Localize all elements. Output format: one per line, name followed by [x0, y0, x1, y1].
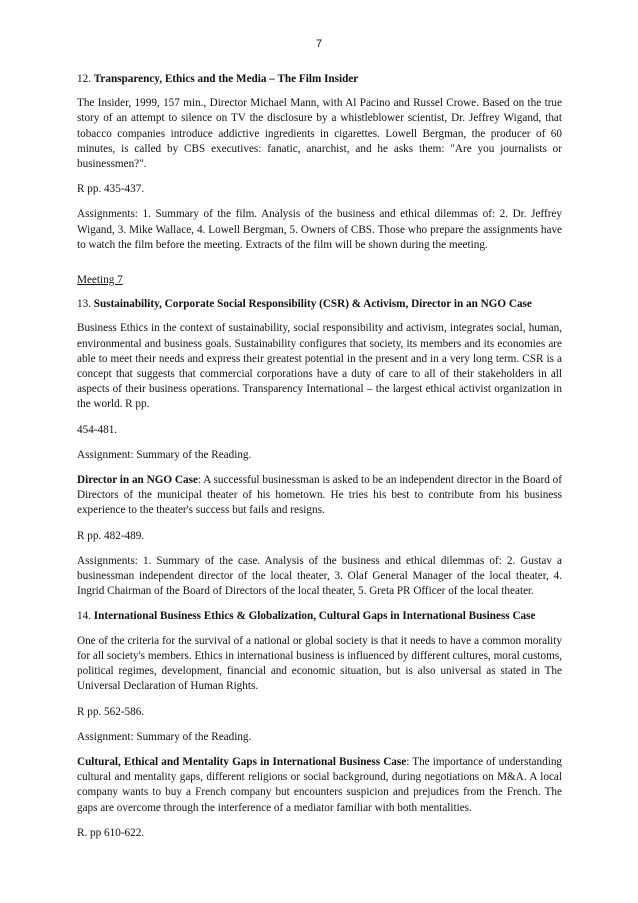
- section-14-title: International Business Ethics & Globalization, Cultural Gaps in International Business Case: [93, 610, 536, 623]
- meeting-7-heading: [77, 273, 562, 288]
- section-14-number: 14.: [77, 610, 94, 623]
- section-12-title: Transparency, Ethics and the Media – The Film Insider: [93, 73, 359, 85]
- section-13-case-body: : A successful businessman is asked to be an independent director in the Board of Directors of the municipal theater of his hometown. He tries his best to contribute from his business experience to the theater's success but fails and resigns.: [77, 474, 562, 517]
- section-14-reference: R pp. 562-586.: [77, 705, 145, 718]
- section-12-assignments: Assignments: 1. Summary of the film. Analysis of the business and ethical dilemmas of: 2. Dr. Jeffrey Wigand, 3. Mike Wallace, 4. Lowell Bergman, 5. Owners of CBS. Those who prepare the assignments have to watch the film before the meeting. Extracts of the film will be shown during the meeting.: [77, 208, 562, 251]
- meeting-7-label: Meeting 7: [77, 274, 123, 287]
- section-13-pages: 454-481.: [77, 423, 118, 436]
- page-content: [77, 72, 562, 851]
- section-13-case-title: Director in an NGO Case: [77, 474, 198, 487]
- section-13-assignment: Assignment: Summary of the Reading.: [77, 448, 252, 461]
- section-12-body: The Insider, 1999, 157 min., Director Michael Mann, with Al Pacino and Russel Crowe. Based on the true story of an attempt to silence on TV the disclosure by a whistleblower scientist, Dr. Jeffrey Wigand, that tobacco companies introduce addictive ingredients in cigarettes. Lowell Bergman, the producer of 60 minutes, is called by CBS executives: fanatic, anarchist, and he asks them: "Are you journalists or businessmen?".: [77, 97, 562, 171]
- section-14-assignment: Assignment: Summary of the Reading.: [77, 730, 252, 743]
- section-14-case: [77, 755, 562, 816]
- section-13-case: [77, 473, 562, 519]
- section-13-body: Business Ethics in the context of sustainability, social responsibility and activism, integrates social, human, environmental and business goals. Sustainability configures that society, its members and its economies are able to meet their needs and express their greatest potential in the present and in a very long term. CSR is a concept that suggests that commercial corporations have a duty of care to all of their stakeholders in all aspects of their business operations. Transparency International – the largest ethical activist organization in the world. R pp.: [77, 322, 562, 411]
- section-14-case-reference: R. pp 610-622.: [77, 826, 145, 839]
- section-13-title: Sustainability, Corporate Social Responsibility (CSR) & Activism, Director in an NGO Case: [93, 298, 532, 311]
- section-14-case-title: Cultural, Ethical and Mentality Gaps in International Business Case: [77, 755, 407, 768]
- section-14-body: One of the criteria for the survival of a national or global society is that it needs to have a common morality for all society's members. Ethics in international business is influenced by different cultures, moral customs, political regimes, development, financial and economic situation, but is also universal as stated in The Universal Declaration of Human Rights.: [77, 634, 562, 693]
- section-13-case-assignments: Assignments: 1. Summary of the case. Analysis of the business and ethical dilemmas of: 2. Gustav a businessman independent director of the local theater, 3. Olaf General Manager of the local theater, 4. Ingrid Chairman of the Board of Directors of the local theater, 5. Greta PR Officer of the local theater.: [77, 554, 562, 598]
- section-12-number: 12.: [77, 73, 94, 85]
- section-13-case-reference: R pp. 482-489.: [77, 529, 145, 542]
- section-12-heading: [77, 72, 562, 87]
- section-14-heading: [77, 609, 562, 624]
- section-13-number: 13.: [77, 298, 94, 311]
- page-number: 7: [315, 38, 323, 50]
- section-14-case-body: : The importance of understanding cultural and mentality gaps, different religions or social background, during negotiations on M&A. A local company wants to buy a French company but encounters suspicion and prejudices from the French. The gaps are overcome through the interference of a mediator familiar with both mentalities.: [77, 755, 563, 814]
- section-12-reference: R pp. 435-437.: [77, 183, 145, 196]
- section-13-heading: [77, 297, 562, 312]
